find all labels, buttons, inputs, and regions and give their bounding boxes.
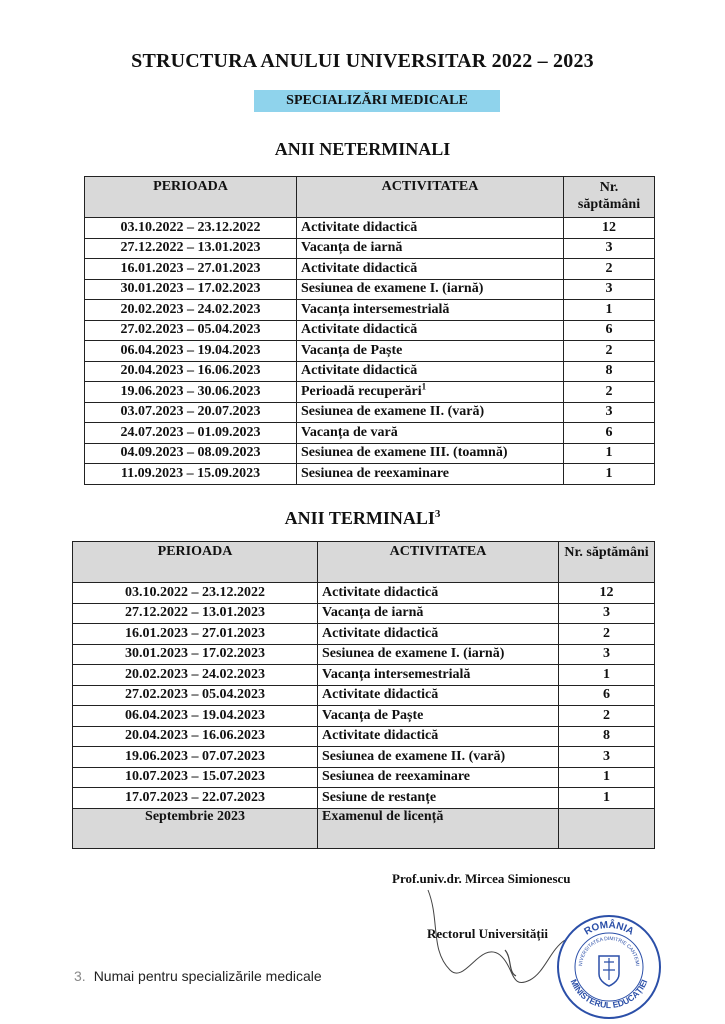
- activity-text: Sesiunea de reexaminare: [322, 769, 471, 785]
- activity-cell: [297, 464, 564, 485]
- activity-text: Vacanța de Paște: [322, 707, 424, 723]
- table-row: [73, 603, 655, 624]
- rector-title: Rectorul Universității: [427, 926, 548, 941]
- section-title-final: ANII TERMINALI$^3$: [284, 508, 441, 528]
- weeks-cell: 2: [564, 259, 655, 280]
- svg-text:ROMÂNIA: ROMÂNIA: [582, 919, 636, 938]
- activity-cell: [318, 747, 559, 768]
- period-cell: 16.01.2023 – 27.01.2023: [73, 624, 318, 645]
- period-cell: 04.09.2023 – 08.09.2023: [85, 443, 297, 464]
- period-cell: 06.04.2023 – 19.04.2023: [85, 341, 297, 362]
- table-row: [85, 423, 655, 444]
- activity-text: Activitate didactică: [301, 219, 418, 235]
- period-cell: 20.04.2023 – 16.06.2023: [85, 361, 297, 382]
- activity-text: Vacanța de Paște: [301, 342, 403, 358]
- weeks-cell: 2: [564, 382, 655, 403]
- section-title-nonfinal: ANII NETERMINALI: [274, 139, 451, 159]
- activity-text: Activitate didactică: [301, 322, 418, 338]
- activity-text: Vacanța de vară: [301, 424, 398, 440]
- period-cell: 03.10.2022 – 23.12.2022: [73, 583, 318, 604]
- table-row: [73, 644, 655, 665]
- table-row: [73, 624, 655, 645]
- weeks-cell: 3: [559, 747, 655, 768]
- activity-text: Sesiunea de examene II. (vară): [301, 404, 485, 420]
- activity-text: Sesiunea de examene I. (iarnă): [301, 281, 484, 297]
- table-row: [85, 238, 655, 259]
- period-cell: 24.07.2023 – 01.09.2023: [85, 423, 297, 444]
- weeks-cell: 2: [559, 706, 655, 727]
- table-row: [85, 464, 655, 485]
- activity-cell: [318, 644, 559, 665]
- activity-text: Sesiunea de reexaminare: [301, 465, 450, 481]
- weeks-cell: 3: [564, 238, 655, 259]
- table-row: [73, 583, 655, 604]
- header-weeks: Nr. săptămâni: [564, 177, 655, 218]
- period-cell: 27.02.2023 – 05.04.2023: [73, 685, 318, 706]
- weeks-cell: 1: [564, 300, 655, 321]
- activity-cell: [297, 423, 564, 444]
- period-cell: 03.07.2023 – 20.07.2023: [85, 402, 297, 423]
- activity-cell: [297, 320, 564, 341]
- activity-cell: [318, 685, 559, 706]
- header-activity: ACTIVITATEA: [318, 542, 559, 583]
- activity-cell: [297, 300, 564, 321]
- weeks-cell: 3: [564, 279, 655, 300]
- schedule-table-final: [72, 541, 655, 849]
- activity-text: Activitate didactică: [301, 260, 418, 276]
- activity-cell: [318, 767, 559, 788]
- activity-text: Activitate didactică: [322, 687, 439, 703]
- weeks-cell: [559, 808, 655, 848]
- svg-text:MINISTERUL EDUCAȚIEI: MINISTERUL EDUCAȚIEI: [568, 977, 650, 1011]
- activity-cell: [297, 402, 564, 423]
- schedule-table-nonfinal: [84, 176, 655, 485]
- table-row: [85, 320, 655, 341]
- weeks-cell: 8: [559, 726, 655, 747]
- footnote: [74, 968, 322, 984]
- table-body: [73, 583, 655, 849]
- signer-name: Prof.univ.dr. Mircea Simionescu: [392, 871, 571, 886]
- activity-text: Activitate didactică: [322, 584, 439, 600]
- period-cell: 03.10.2022 – 23.12.2022: [85, 218, 297, 239]
- weeks-cell: 12: [559, 583, 655, 604]
- activity-cell: [318, 788, 559, 809]
- activity-cell: [297, 259, 564, 280]
- document-subtitle: SPECIALIZĂRI MEDICALE: [254, 90, 500, 112]
- period-cell: 16.01.2023 – 27.01.2023: [85, 259, 297, 280]
- period-cell: 06.04.2023 – 19.04.2023: [73, 706, 318, 727]
- weeks-cell: 1: [564, 443, 655, 464]
- period-cell: 27.12.2022 – 13.01.2023: [73, 603, 318, 624]
- activity-text: Examenul de licență: [322, 808, 444, 824]
- table-row: [85, 279, 655, 300]
- footnote-marker: 1: [421, 381, 427, 392]
- period-cell: 20.04.2023 – 16.06.2023: [73, 726, 318, 747]
- table-row: [85, 218, 655, 239]
- period-cell: 17.07.2023 – 22.07.2023: [73, 788, 318, 809]
- weeks-cell: 8: [564, 361, 655, 382]
- table-row: [85, 382, 655, 403]
- period-cell: 20.02.2023 – 24.02.2023: [85, 300, 297, 321]
- activity-cell: [297, 361, 564, 382]
- period-cell: 19.06.2023 – 07.07.2023: [73, 747, 318, 768]
- document-title: STRUCTURA ANULUI UNIVERSITAR 2022 – 2023: [131, 50, 594, 72]
- weeks-cell: 2: [564, 341, 655, 362]
- weeks-cell: 1: [559, 767, 655, 788]
- header-period: PERIOADA: [85, 177, 297, 218]
- header-weeks: Nr. săptămâni: [559, 542, 655, 583]
- table-row: [73, 808, 655, 848]
- table-row: [73, 767, 655, 788]
- weeks-cell: 3: [559, 603, 655, 624]
- svg-text:UNIVERSITATEA DIMITRIE CANTEMI: NIVERSITATEA DIMITRIE CANTEMI: [577, 935, 640, 967]
- table-row: [73, 726, 655, 747]
- table-header-row: [73, 542, 655, 583]
- weeks-cell: 3: [564, 402, 655, 423]
- period-cell: 30.01.2023 – 17.02.2023: [85, 279, 297, 300]
- activity-text: Sesiunea de examene I. (iarnă): [322, 646, 505, 662]
- table-row: [73, 665, 655, 686]
- weeks-cell: 1: [564, 464, 655, 485]
- period-cell: 27.12.2022 – 13.01.2023: [85, 238, 297, 259]
- weeks-cell: 3: [559, 644, 655, 665]
- table-row: [85, 341, 655, 362]
- table-row: [85, 300, 655, 321]
- table-row: [73, 747, 655, 768]
- weeks-cell: 6: [564, 423, 655, 444]
- activity-cell: [318, 583, 559, 604]
- activity-cell: [297, 238, 564, 259]
- activity-cell: [318, 603, 559, 624]
- footnote-text: Numai pentru specializările medicale: [93, 968, 322, 984]
- activity-cell: [318, 808, 559, 848]
- activity-text: Activitate didactică: [322, 625, 439, 641]
- activity-cell: [318, 706, 559, 727]
- activity-cell: [297, 382, 564, 403]
- footnote-number: 3.: [74, 968, 86, 984]
- activity-text: Vacanța de iarnă: [322, 605, 424, 621]
- activity-cell: [297, 443, 564, 464]
- activity-text: Perioadă recuperări: [301, 383, 422, 399]
- table-row: [73, 685, 655, 706]
- weeks-cell: 2: [559, 624, 655, 645]
- activity-cell: [297, 279, 564, 300]
- weeks-cell: 1: [559, 788, 655, 809]
- activity-text: Vacanța intersemestrială: [322, 666, 471, 682]
- official-stamp: [556, 914, 662, 1020]
- period-cell: 20.02.2023 – 24.02.2023: [73, 665, 318, 686]
- activity-text: Activitate didactică: [322, 728, 439, 744]
- weeks-cell: 12: [564, 218, 655, 239]
- activity-text: Activitate didactică: [301, 363, 418, 379]
- activity-cell: [297, 341, 564, 362]
- activity-text: Vacanța intersemestrială: [301, 301, 450, 317]
- activity-cell: [318, 624, 559, 645]
- header-period: PERIOADA: [73, 542, 318, 583]
- table-row: [73, 788, 655, 809]
- period-cell: 10.07.2023 – 15.07.2023: [73, 767, 318, 788]
- table-row: [85, 259, 655, 280]
- activity-cell: [318, 726, 559, 747]
- table-row: [85, 361, 655, 382]
- weeks-cell: 6: [559, 685, 655, 706]
- period-cell: 30.01.2023 – 17.02.2023: [73, 644, 318, 665]
- period-cell: Septembrie 2023: [73, 808, 318, 848]
- activity-cell: [318, 665, 559, 686]
- header-activity: ACTIVITATEA: [297, 177, 564, 218]
- table-row: [85, 402, 655, 423]
- table-row: [85, 443, 655, 464]
- handwritten-signature: [420, 880, 570, 1010]
- activity-text: Sesiunea de examene III. (toamnă): [301, 445, 508, 461]
- weeks-cell: 1: [559, 665, 655, 686]
- activity-text: Sesiunea de examene II. (vară): [322, 748, 506, 764]
- period-cell: 27.02.2023 – 05.04.2023: [85, 320, 297, 341]
- table-row: [73, 706, 655, 727]
- weeks-cell: 6: [564, 320, 655, 341]
- activity-text: Vacanța de iarnă: [301, 240, 403, 256]
- activity-text: Sesiune de restanțe: [322, 789, 437, 805]
- activity-cell: [297, 218, 564, 239]
- period-cell: 19.06.2023 – 30.06.2023: [85, 382, 297, 403]
- table-body: [85, 218, 655, 485]
- period-cell: 11.09.2023 – 15.09.2023: [85, 464, 297, 485]
- table-header-row: [85, 177, 655, 218]
